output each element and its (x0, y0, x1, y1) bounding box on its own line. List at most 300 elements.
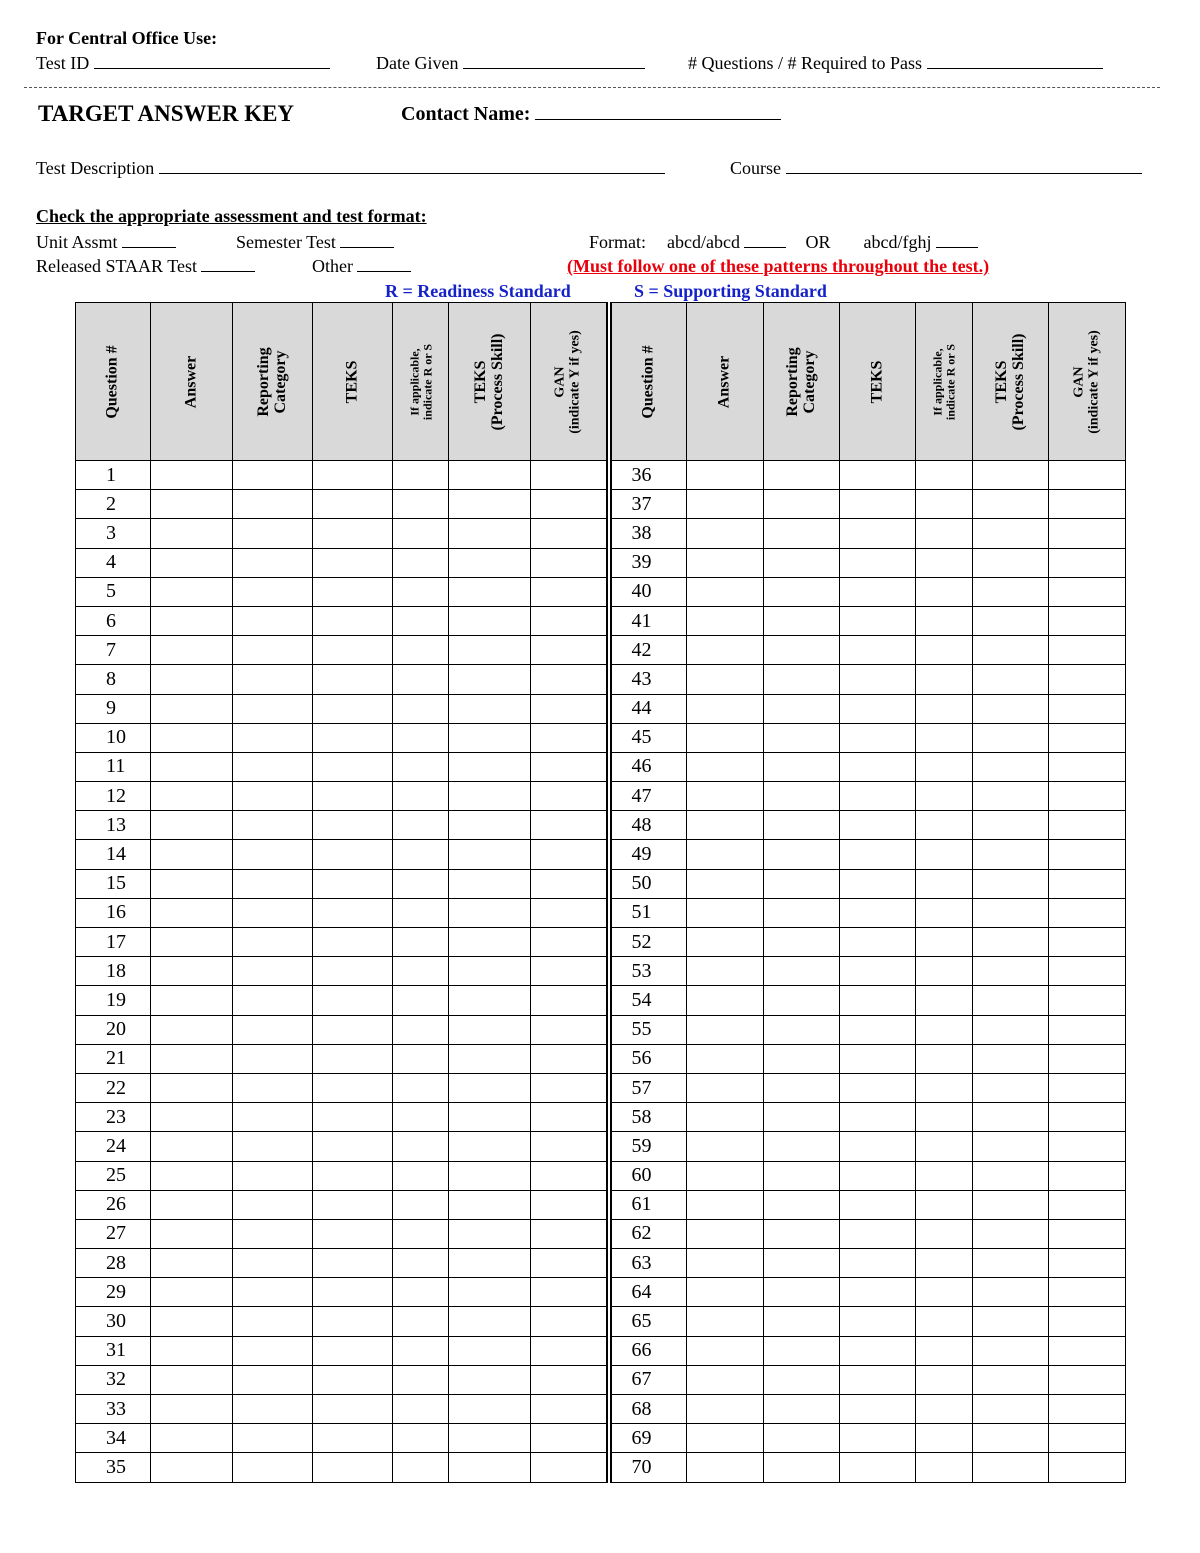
answer-cell[interactable] (233, 1073, 313, 1102)
answer-cell[interactable] (1049, 1424, 1126, 1453)
answer-cell[interactable] (687, 636, 764, 665)
answer-cell[interactable] (973, 1278, 1049, 1307)
answer-cell[interactable] (687, 840, 764, 869)
answer-cell[interactable] (764, 1015, 840, 1044)
answer-cell[interactable] (687, 869, 764, 898)
released-staar-input[interactable] (201, 255, 255, 272)
answer-cell[interactable] (840, 723, 916, 752)
answer-cell[interactable] (916, 811, 973, 840)
answer-cell[interactable] (916, 928, 973, 957)
answer-cell[interactable] (764, 957, 840, 986)
answer-cell[interactable] (687, 1424, 764, 1453)
answer-cell[interactable] (1049, 519, 1126, 548)
answer-cell[interactable] (687, 1395, 764, 1424)
answer-cell[interactable] (916, 548, 973, 577)
answer-cell[interactable] (916, 898, 973, 927)
answer-cell[interactable] (1049, 782, 1126, 811)
answer-cell[interactable] (531, 1395, 609, 1424)
answer-cell[interactable] (1049, 548, 1126, 577)
answer-cell[interactable] (151, 1307, 233, 1336)
answer-cell[interactable] (233, 782, 313, 811)
answer-cell[interactable] (313, 1132, 393, 1161)
answer-cell[interactable] (840, 606, 916, 635)
answer-cell[interactable] (973, 461, 1049, 490)
answer-cell[interactable] (764, 519, 840, 548)
answer-cell[interactable] (531, 1278, 609, 1307)
answer-cell[interactable] (840, 1336, 916, 1365)
answer-cell[interactable] (393, 869, 449, 898)
answer-cell[interactable] (973, 694, 1049, 723)
answer-cell[interactable] (313, 1161, 393, 1190)
answer-cell[interactable] (313, 548, 393, 577)
answer-cell[interactable] (687, 811, 764, 840)
answer-cell[interactable] (151, 811, 233, 840)
answer-cell[interactable] (449, 1307, 531, 1336)
answer-cell[interactable] (916, 665, 973, 694)
answer-cell[interactable] (1049, 928, 1126, 957)
answer-cell[interactable] (233, 606, 313, 635)
answer-cell[interactable] (393, 665, 449, 694)
answer-cell[interactable] (916, 840, 973, 869)
answer-cell[interactable] (449, 1044, 531, 1073)
answer-cell[interactable] (449, 898, 531, 927)
answer-cell[interactable] (687, 694, 764, 723)
answer-cell[interactable] (449, 606, 531, 635)
answer-cell[interactable] (916, 694, 973, 723)
answer-cell[interactable] (764, 986, 840, 1015)
answer-cell[interactable] (916, 1278, 973, 1307)
answer-cell[interactable] (233, 1424, 313, 1453)
answer-cell[interactable] (151, 957, 233, 986)
answer-cell[interactable] (233, 898, 313, 927)
answer-cell[interactable] (687, 1044, 764, 1073)
answer-cell[interactable] (393, 928, 449, 957)
answer-cell[interactable] (449, 1278, 531, 1307)
answer-cell[interactable] (151, 606, 233, 635)
answer-cell[interactable] (313, 1044, 393, 1073)
answer-cell[interactable] (973, 490, 1049, 519)
answer-cell[interactable] (531, 636, 609, 665)
answer-cell[interactable] (151, 548, 233, 577)
answer-cell[interactable] (151, 928, 233, 957)
answer-cell[interactable] (531, 548, 609, 577)
answer-cell[interactable] (1049, 986, 1126, 1015)
answer-cell[interactable] (151, 986, 233, 1015)
answer-cell[interactable] (449, 461, 531, 490)
answer-cell[interactable] (393, 957, 449, 986)
answer-cell[interactable] (449, 577, 531, 606)
answer-cell[interactable] (764, 636, 840, 665)
answer-cell[interactable] (151, 1278, 233, 1307)
answer-cell[interactable] (313, 986, 393, 1015)
answer-cell[interactable] (973, 840, 1049, 869)
answer-cell[interactable] (531, 461, 609, 490)
answer-cell[interactable] (233, 1336, 313, 1365)
answer-cell[interactable] (531, 723, 609, 752)
answer-cell[interactable] (764, 869, 840, 898)
answer-cell[interactable] (1049, 898, 1126, 927)
answer-cell[interactable] (764, 898, 840, 927)
answer-cell[interactable] (916, 1073, 973, 1102)
answer-cell[interactable] (916, 636, 973, 665)
answer-cell[interactable] (151, 577, 233, 606)
answer-cell[interactable] (1049, 723, 1126, 752)
answer-cell[interactable] (449, 1424, 531, 1453)
answer-cell[interactable] (151, 1103, 233, 1132)
answer-cell[interactable] (393, 986, 449, 1015)
answer-cell[interactable] (973, 1044, 1049, 1073)
answer-cell[interactable] (233, 869, 313, 898)
answer-cell[interactable] (973, 1395, 1049, 1424)
answer-cell[interactable] (687, 723, 764, 752)
answer-cell[interactable] (687, 1249, 764, 1278)
answer-cell[interactable] (393, 1365, 449, 1394)
answer-cell[interactable] (449, 752, 531, 781)
answer-cell[interactable] (840, 1365, 916, 1394)
answer-cell[interactable] (233, 723, 313, 752)
answer-cell[interactable] (531, 1103, 609, 1132)
answer-cell[interactable] (973, 928, 1049, 957)
answer-cell[interactable] (393, 1044, 449, 1073)
answer-cell[interactable] (1049, 577, 1126, 606)
answer-cell[interactable] (313, 1103, 393, 1132)
answer-cell[interactable] (973, 1103, 1049, 1132)
answer-cell[interactable] (313, 1453, 393, 1482)
answer-cell[interactable] (973, 606, 1049, 635)
answer-cell[interactable] (151, 782, 233, 811)
answer-cell[interactable] (973, 1015, 1049, 1044)
answer-cell[interactable] (313, 1015, 393, 1044)
answer-cell[interactable] (916, 461, 973, 490)
answer-cell[interactable] (313, 1424, 393, 1453)
answer-cell[interactable] (531, 928, 609, 957)
answer-cell[interactable] (393, 1132, 449, 1161)
answer-cell[interactable] (449, 1073, 531, 1102)
answer-cell[interactable] (916, 1190, 973, 1219)
answer-cell[interactable] (313, 1395, 393, 1424)
answer-cell[interactable] (840, 636, 916, 665)
answer-cell[interactable] (313, 898, 393, 927)
answer-cell[interactable] (973, 898, 1049, 927)
answer-cell[interactable] (151, 694, 233, 723)
answer-cell[interactable] (687, 928, 764, 957)
answer-cell[interactable] (393, 548, 449, 577)
answer-cell[interactable] (393, 811, 449, 840)
answer-cell[interactable] (764, 490, 840, 519)
answer-cell[interactable] (393, 1073, 449, 1102)
answer-cell[interactable] (449, 1453, 531, 1482)
answer-cell[interactable] (764, 1249, 840, 1278)
answer-cell[interactable] (1049, 1395, 1126, 1424)
answer-cell[interactable] (764, 1103, 840, 1132)
answer-cell[interactable] (916, 606, 973, 635)
answer-cell[interactable] (233, 461, 313, 490)
answer-cell[interactable] (916, 1132, 973, 1161)
answer-cell[interactable] (233, 957, 313, 986)
answer-cell[interactable] (1049, 1336, 1126, 1365)
answer-cell[interactable] (449, 1132, 531, 1161)
answer-cell[interactable] (233, 548, 313, 577)
answer-cell[interactable] (840, 490, 916, 519)
answer-cell[interactable] (393, 1015, 449, 1044)
answer-cell[interactable] (764, 606, 840, 635)
answer-cell[interactable] (973, 577, 1049, 606)
answer-cell[interactable] (449, 1161, 531, 1190)
answer-cell[interactable] (151, 1336, 233, 1365)
answer-cell[interactable] (764, 1190, 840, 1219)
answer-cell[interactable] (531, 1015, 609, 1044)
answer-cell[interactable] (687, 1453, 764, 1482)
answer-cell[interactable] (1049, 461, 1126, 490)
course-input[interactable] (786, 157, 1142, 174)
answer-cell[interactable] (973, 548, 1049, 577)
answer-cell[interactable] (764, 1453, 840, 1482)
test-description-input[interactable] (159, 157, 665, 174)
answer-cell[interactable] (840, 665, 916, 694)
answer-cell[interactable] (840, 1219, 916, 1248)
answer-cell[interactable] (764, 694, 840, 723)
answer-cell[interactable] (764, 811, 840, 840)
answer-cell[interactable] (313, 1190, 393, 1219)
answer-cell[interactable] (531, 1307, 609, 1336)
answer-cell[interactable] (916, 1103, 973, 1132)
answer-cell[interactable] (151, 723, 233, 752)
answer-cell[interactable] (687, 1015, 764, 1044)
answer-cell[interactable] (233, 1161, 313, 1190)
answer-cell[interactable] (973, 1073, 1049, 1102)
answer-cell[interactable] (449, 869, 531, 898)
answer-cell[interactable] (313, 606, 393, 635)
answer-cell[interactable] (393, 694, 449, 723)
answer-cell[interactable] (1049, 1249, 1126, 1278)
answer-cell[interactable] (531, 1073, 609, 1102)
answer-cell[interactable] (764, 752, 840, 781)
answer-cell[interactable] (313, 636, 393, 665)
answer-cell[interactable] (764, 1395, 840, 1424)
answer-cell[interactable] (973, 986, 1049, 1015)
contact-name-input[interactable] (535, 103, 781, 120)
answer-cell[interactable] (840, 752, 916, 781)
answer-cell[interactable] (840, 1044, 916, 1073)
answer-cell[interactable] (840, 1132, 916, 1161)
answer-cell[interactable] (151, 869, 233, 898)
answer-cell[interactable] (916, 577, 973, 606)
answer-cell[interactable] (687, 490, 764, 519)
answer-cell[interactable] (393, 1395, 449, 1424)
answer-cell[interactable] (449, 636, 531, 665)
answer-cell[interactable] (531, 840, 609, 869)
answer-cell[interactable] (531, 490, 609, 519)
answer-cell[interactable] (449, 1190, 531, 1219)
answer-cell[interactable] (233, 1395, 313, 1424)
answer-cell[interactable] (393, 1219, 449, 1248)
answer-cell[interactable] (233, 928, 313, 957)
answer-cell[interactable] (233, 840, 313, 869)
other-input[interactable] (357, 255, 411, 272)
answer-cell[interactable] (393, 490, 449, 519)
answer-cell[interactable] (449, 782, 531, 811)
answer-cell[interactable] (151, 1161, 233, 1190)
answer-cell[interactable] (916, 869, 973, 898)
answer-cell[interactable] (531, 782, 609, 811)
answer-cell[interactable] (531, 811, 609, 840)
answer-cell[interactable] (151, 840, 233, 869)
answer-cell[interactable] (916, 519, 973, 548)
answer-cell[interactable] (840, 1424, 916, 1453)
answer-cell[interactable] (840, 1453, 916, 1482)
answer-cell[interactable] (449, 1365, 531, 1394)
answer-cell[interactable] (531, 1132, 609, 1161)
answer-cell[interactable] (233, 1307, 313, 1336)
answer-cell[interactable] (764, 782, 840, 811)
answer-cell[interactable] (151, 1015, 233, 1044)
answer-cell[interactable] (531, 1249, 609, 1278)
answer-cell[interactable] (531, 1161, 609, 1190)
answer-cell[interactable] (531, 1424, 609, 1453)
answer-cell[interactable] (687, 461, 764, 490)
answer-cell[interactable] (313, 752, 393, 781)
answer-cell[interactable] (840, 811, 916, 840)
answer-cell[interactable] (1049, 665, 1126, 694)
answer-cell[interactable] (1049, 1132, 1126, 1161)
answer-cell[interactable] (393, 1278, 449, 1307)
answer-cell[interactable] (233, 1103, 313, 1132)
answer-cell[interactable] (313, 840, 393, 869)
answer-cell[interactable] (313, 723, 393, 752)
date-given-input[interactable] (463, 52, 645, 69)
answer-cell[interactable] (1049, 1103, 1126, 1132)
answer-cell[interactable] (1049, 490, 1126, 519)
answer-cell[interactable] (840, 1278, 916, 1307)
answer-cell[interactable] (973, 1161, 1049, 1190)
questions-pass-input[interactable] (927, 52, 1103, 69)
answer-cell[interactable] (687, 606, 764, 635)
answer-cell[interactable] (687, 1132, 764, 1161)
answer-cell[interactable] (840, 519, 916, 548)
answer-cell[interactable] (764, 1161, 840, 1190)
answer-cell[interactable] (973, 811, 1049, 840)
answer-cell[interactable] (916, 1365, 973, 1394)
answer-cell[interactable] (764, 1073, 840, 1102)
answer-cell[interactable] (973, 1307, 1049, 1336)
answer-cell[interactable] (973, 1453, 1049, 1482)
answer-cell[interactable] (151, 1073, 233, 1102)
answer-cell[interactable] (840, 1307, 916, 1336)
answer-cell[interactable] (1049, 957, 1126, 986)
answer-cell[interactable] (687, 1103, 764, 1132)
answer-cell[interactable] (764, 1132, 840, 1161)
answer-cell[interactable] (313, 694, 393, 723)
answer-cell[interactable] (313, 577, 393, 606)
answer-cell[interactable] (973, 782, 1049, 811)
answer-cell[interactable] (840, 694, 916, 723)
answer-cell[interactable] (916, 1219, 973, 1248)
unit-assmt-input[interactable] (122, 231, 176, 248)
answer-cell[interactable] (531, 1190, 609, 1219)
answer-cell[interactable] (687, 782, 764, 811)
answer-cell[interactable] (393, 752, 449, 781)
answer-cell[interactable] (313, 782, 393, 811)
answer-cell[interactable] (393, 1249, 449, 1278)
answer-cell[interactable] (233, 1219, 313, 1248)
answer-cell[interactable] (764, 1278, 840, 1307)
answer-cell[interactable] (840, 1395, 916, 1424)
answer-cell[interactable] (151, 665, 233, 694)
answer-cell[interactable] (233, 1015, 313, 1044)
answer-cell[interactable] (233, 519, 313, 548)
test-id-input[interactable] (94, 52, 330, 69)
answer-cell[interactable] (393, 782, 449, 811)
answer-cell[interactable] (764, 1336, 840, 1365)
answer-cell[interactable] (531, 665, 609, 694)
answer-cell[interactable] (151, 1132, 233, 1161)
answer-cell[interactable] (764, 1365, 840, 1394)
answer-cell[interactable] (916, 782, 973, 811)
answer-cell[interactable] (687, 1365, 764, 1394)
answer-cell[interactable] (531, 869, 609, 898)
answer-cell[interactable] (764, 461, 840, 490)
answer-cell[interactable] (313, 461, 393, 490)
answer-cell[interactable] (1049, 1161, 1126, 1190)
answer-cell[interactable] (840, 461, 916, 490)
answer-cell[interactable] (1049, 869, 1126, 898)
answer-cell[interactable] (531, 1044, 609, 1073)
answer-cell[interactable] (764, 665, 840, 694)
answer-cell[interactable] (1049, 636, 1126, 665)
answer-cell[interactable] (764, 1424, 840, 1453)
answer-cell[interactable] (687, 986, 764, 1015)
answer-cell[interactable] (973, 665, 1049, 694)
answer-cell[interactable] (1049, 1190, 1126, 1219)
answer-cell[interactable] (973, 519, 1049, 548)
answer-cell[interactable] (393, 606, 449, 635)
answer-cell[interactable] (313, 928, 393, 957)
answer-cell[interactable] (151, 490, 233, 519)
answer-cell[interactable] (313, 1073, 393, 1102)
answer-cell[interactable] (1049, 1278, 1126, 1307)
answer-cell[interactable] (313, 490, 393, 519)
answer-cell[interactable] (764, 1307, 840, 1336)
answer-cell[interactable] (1049, 1219, 1126, 1248)
answer-cell[interactable] (764, 548, 840, 577)
answer-cell[interactable] (840, 577, 916, 606)
answer-cell[interactable] (449, 1249, 531, 1278)
answer-cell[interactable] (393, 898, 449, 927)
answer-cell[interactable] (313, 1307, 393, 1336)
answer-cell[interactable] (840, 898, 916, 927)
answer-cell[interactable] (151, 1365, 233, 1394)
answer-cell[interactable] (687, 898, 764, 927)
answer-cell[interactable] (916, 1424, 973, 1453)
answer-cell[interactable] (313, 1219, 393, 1248)
answer-cell[interactable] (531, 577, 609, 606)
answer-cell[interactable] (313, 811, 393, 840)
answer-cell[interactable] (916, 1249, 973, 1278)
answer-cell[interactable] (151, 752, 233, 781)
answer-cell[interactable] (916, 1395, 973, 1424)
answer-cell[interactable] (973, 1190, 1049, 1219)
answer-cell[interactable] (764, 723, 840, 752)
answer-cell[interactable] (151, 1190, 233, 1219)
answer-cell[interactable] (916, 957, 973, 986)
answer-cell[interactable] (1049, 1073, 1126, 1102)
answer-cell[interactable] (1049, 606, 1126, 635)
answer-cell[interactable] (764, 577, 840, 606)
answer-cell[interactable] (687, 577, 764, 606)
answer-cell[interactable] (233, 1365, 313, 1394)
answer-cell[interactable] (1049, 1015, 1126, 1044)
answer-cell[interactable] (1049, 840, 1126, 869)
